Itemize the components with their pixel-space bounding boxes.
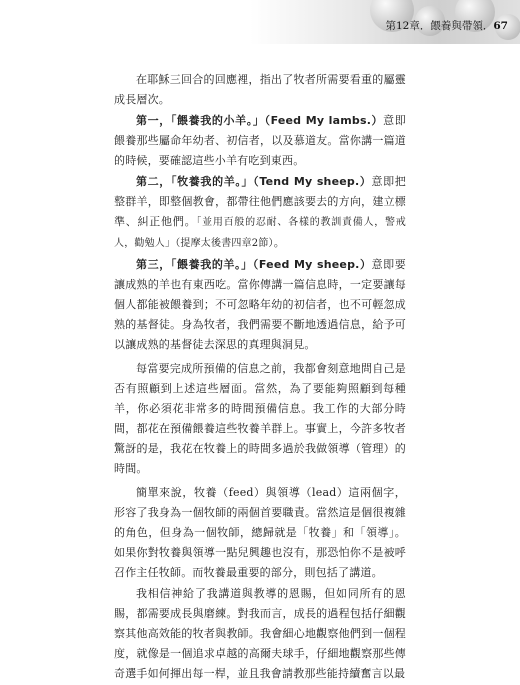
paragraph-point-three: 第三，「餵養我的羊。」（Feed My sheep.）意即要讓成熟的羊也有東西吃。當你傳講一篇信息時，一定要讓每個人都能被餵養到；不可忽略年幼的初信者，也不可輕忽成熟的基督徒。身為牧者，我們需要不斷地透過信息，給予可以讓成熟的基督徒去深思的真理與洞見。 [114,258,406,351]
body-text [114,70,406,685]
paragraph-intro: 在耶穌三回合的回應裡，指出了牧者所需要看重的屬靈成長層次。 [114,73,406,106]
point-one-lead: 第一，「餵養我的小羊。」（Feed My lambs.） [136,114,384,127]
paragraph-growth: 我相信神給了我講道與教導的恩賜，但如同所有的恩賜，都需要成長與磨練。對我而言，成長的過程包括仔細觀察其他高效能的牧者與教師。我會細心地觀察他們到一個程度，就像是一個追求卓越的高爾夫球手，仔細地觀察那些傳奇選手如何揮出每一桿，並且我會請教那些能持續奮言以最 [114,587,406,680]
chapter-title: 第12章．餵養與帶領． [385,20,494,32]
running-header [386,18,509,33]
paragraph-point-one: 第一，「餵養我的小羊。」（Feed My lambs.）意即餵養那些屬命年幼者、初信者，以及慕道友。當你講一篇道的時候，要確認這些小羊有吃到東西。 [114,114,406,167]
point-three-lead: 第三，「餵養我的羊。」（Feed My sheep.） [136,258,372,271]
point-two-lead: 第二，「牧養我的羊。」（Tend My sheep.） [136,175,372,188]
paragraph-preparation: 每當要完成所預備的信息之前，我都會刻意地問自己是否有照顧到上述這些層面。當然，為了要能夠照顧到每種羊，你必須花非常多的時間預備信息。我工作的大部分時間，都花在預備餵養這些牧養羊群上。事實上，今許多牧者驚訝的是，我花在牧養上的時間多過於我做領導（管理）的時間。 [114,362,406,475]
paragraph-feed-lead: 簡單來說，牧養（feed）與領導（lead）這兩個字，形容了我身為一個牧師的兩個首要職責。當然這是個很複雜的角色，但身為一個牧師，總歸就是「牧養」和「領導」。如果你對牧養與領導一點兒興趣也沒有，那恐怕你不是被呼召作主任牧師。而牧養最重要的部分，則包括了講道。 [114,486,406,579]
scripture-quote: 「並用百般的忍耐、各樣的教訓責備人，警戒人，勸勉人」（提摩太後書四章2節） [114,217,407,249]
page-number: 67 [493,20,508,32]
paragraph-point-two: 第二，「牧養我的羊。」（Tend My sheep.）意即把整群羊，即整個教會，都帶往他們應該要去的方向，建立標準、糾正他們。「並用百般的忍耐、各樣的教訓責備人，警戒人，勸勉人」（提摩太後書四章2節）。 [114,175,407,249]
